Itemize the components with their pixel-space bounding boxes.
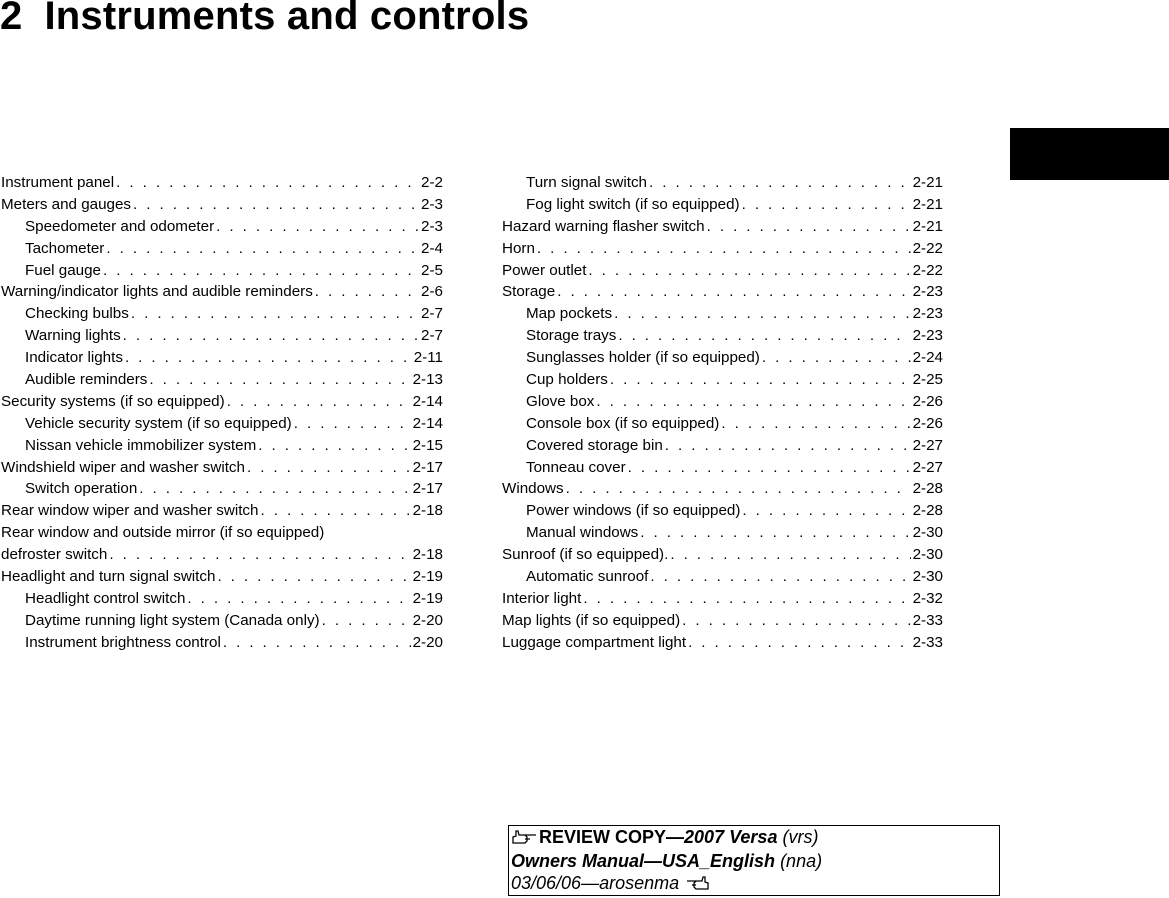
toc-entry-label: Storage <box>502 283 556 301</box>
toc-entry-label: Fuel gauge <box>25 261 101 279</box>
toc-entry[interactable] <box>502 478 943 500</box>
toc-entry-label: Glove box <box>526 392 595 410</box>
toc-leader-dots <box>640 522 910 544</box>
toc-leader-dots <box>315 281 419 303</box>
toc-entry-label: Warning lights <box>25 327 121 345</box>
toc-entry-label: Manual windows <box>526 524 639 542</box>
toc-leader-dots <box>682 610 910 632</box>
toc-entry[interactable] <box>502 281 943 303</box>
toc-entry[interactable] <box>1 216 443 238</box>
toc-entry-label: Meters and gauges <box>1 195 132 213</box>
toc-leader-dots <box>721 413 910 435</box>
toc-leader-dots <box>650 566 910 588</box>
toc-entry-page: 2-7 <box>421 305 443 323</box>
toc-leader-dots <box>742 500 910 522</box>
toc-leader-dots <box>139 478 410 500</box>
toc-leader-dots <box>131 303 419 325</box>
toc-leader-dots <box>149 369 410 391</box>
toc-entry-page: 2-6 <box>421 283 443 301</box>
toc-entry[interactable] <box>1 303 443 325</box>
toc-leader-dots <box>123 325 419 347</box>
toc-entry[interactable] <box>1 413 443 435</box>
toc-entry-label: Headlight control switch <box>25 589 186 607</box>
toc-entry[interactable] <box>502 216 943 238</box>
toc-entry[interactable] <box>502 172 943 194</box>
toc-entry-page: 2-30 <box>912 524 943 542</box>
toc-entry-page: 2-24 <box>912 349 943 367</box>
toc-entry-page: 2-18 <box>412 546 443 564</box>
toc-entry-label: Instrument brightness control <box>25 633 221 651</box>
toc-left-column <box>1 172 443 654</box>
toc-entry-label: Instrument panel <box>1 174 115 191</box>
review-date-author: 03/06/06—arosenma <box>511 873 680 893</box>
toc-entry[interactable] <box>502 260 943 282</box>
toc-entry-label: Daytime running light system (Canada only) <box>25 611 320 629</box>
toc-leader-dots <box>537 238 911 260</box>
toc-entry-page: 2-21 <box>912 195 943 213</box>
toc-entry <box>1 544 443 566</box>
toc-entry[interactable] <box>1 457 443 479</box>
toc-entry[interactable] <box>502 325 943 347</box>
pointing-hand-left-icon <box>684 873 710 896</box>
toc-entry-label: Console box (if so equipped) <box>526 414 720 432</box>
toc-entry-label: Nissan vehicle immobilizer system <box>25 436 257 454</box>
toc-entry[interactable] <box>1 632 443 654</box>
toc-entry-page: 2-33 <box>912 633 943 651</box>
toc-entry-page: 2-11 <box>413 349 443 367</box>
toc-entry[interactable] <box>502 632 943 654</box>
toc-entry-label: Horn <box>502 239 535 257</box>
toc-entry-wrapped[interactable] <box>1 522 443 566</box>
toc-leader-dots <box>216 216 419 238</box>
toc-entry-page: 2-23 <box>912 327 943 345</box>
toc-entry-label: Hazard warning flasher switch <box>502 217 705 235</box>
toc-entry-page: 2-28 <box>912 502 943 520</box>
toc-entry-page: 2-17 <box>412 480 443 498</box>
toc-leader-dots <box>116 172 419 194</box>
toc-leader-dots <box>109 544 410 566</box>
toc-entry[interactable] <box>1 435 443 457</box>
toc-entry-page: 2-3 <box>421 217 443 235</box>
toc-leader-dots <box>247 457 411 479</box>
toc-leader-dots <box>106 238 419 260</box>
toc-entry-page: 2-4 <box>421 239 443 257</box>
chapter-thumb-tab <box>1010 128 1169 180</box>
toc-entry[interactable] <box>502 544 943 566</box>
toc-leader-dots <box>614 303 910 325</box>
toc-entry[interactable] <box>1 281 443 303</box>
chapter-title-text: Instruments and controls <box>44 0 530 38</box>
toc-entry-label: Headlight and turn signal switch <box>1 568 216 586</box>
toc-entry-page: 2-14 <box>412 414 443 432</box>
toc-entry[interactable] <box>502 522 943 544</box>
toc-leader-dots <box>322 610 411 632</box>
toc-entry-page: 2-14 <box>412 392 443 410</box>
toc-entry-page: 2-19 <box>412 568 443 586</box>
toc-entry-page: 2-26 <box>912 392 943 410</box>
toc-entry[interactable] <box>1 325 443 347</box>
toc-entry[interactable] <box>502 413 943 435</box>
toc-entry-page: 2-27 <box>912 436 943 454</box>
toc-entry-label: Map lights (if so equipped) <box>502 611 681 629</box>
chapter-number: 2 <box>0 0 23 38</box>
toc-entry-label-line1: Rear window and outside mirror (if so equipped) <box>1 524 325 542</box>
toc-leader-dots <box>618 325 910 347</box>
toc-entry-label: Storage trays <box>526 327 617 345</box>
toc-leader-dots <box>665 435 911 457</box>
toc-entry[interactable] <box>502 457 943 479</box>
toc-entry[interactable] <box>1 391 443 413</box>
toc-leader-dots <box>707 216 911 238</box>
toc-entry[interactable] <box>1 566 443 588</box>
toc-entry-page: 2-19 <box>412 589 443 607</box>
toc-entry-page: 2-7 <box>421 327 443 345</box>
toc-entry[interactable] <box>1 369 443 391</box>
toc-entry-page: 2-26 <box>912 414 943 432</box>
toc-leader-dots <box>588 260 910 282</box>
toc-entry-label: Map pockets <box>526 305 613 323</box>
toc-entry-label: Sunglasses holder (if so equipped) <box>526 349 760 367</box>
toc-entry-page: 2-21 <box>912 217 943 235</box>
review-line-1 <box>511 826 999 850</box>
toc-entry-page: 2-23 <box>912 305 943 323</box>
toc-entry-page: 2-28 <box>912 480 943 498</box>
toc-entry-label: Tachometer <box>25 239 105 257</box>
toc-leader-dots <box>670 544 910 566</box>
review-line-2 <box>511 850 999 873</box>
toc-entry-page: 2-20 <box>412 611 443 629</box>
toc-leader-dots <box>133 194 419 216</box>
toc-leader-dots <box>762 347 911 369</box>
toc-entry[interactable] <box>1 500 443 522</box>
toc-entry-label: Windows <box>502 480 564 498</box>
toc-entry-page: 2-18 <box>412 502 443 520</box>
toc-entry[interactable] <box>502 610 943 632</box>
toc-entry[interactable] <box>502 238 943 260</box>
toc-entry[interactable] <box>502 194 943 216</box>
toc-leader-dots <box>217 566 410 588</box>
toc-entry-label: Fog light switch (if so equipped) <box>526 195 740 213</box>
toc-entry[interactable] <box>502 303 943 325</box>
model-name: 2007 Versa <box>684 827 778 847</box>
toc-entry[interactable] <box>1 347 443 369</box>
toc-entry-page: 2-25 <box>912 371 943 389</box>
toc-entry-label: Checking bulbs <box>25 305 129 323</box>
toc-entry[interactable] <box>1 172 443 194</box>
toc-entry[interactable] <box>502 566 943 588</box>
pointing-hand-right-icon <box>511 827 539 850</box>
toc-entry[interactable] <box>1 260 443 282</box>
toc-entry[interactable] <box>1 238 443 260</box>
toc-entry-label: Security systems (if so equipped) <box>1 392 225 410</box>
toc-entry-page: 2-17 <box>412 458 443 476</box>
toc-entry-page: 2-13 <box>412 371 443 389</box>
toc-entry-label: Power windows (if so equipped) <box>526 502 741 520</box>
toc-entry-label: Speedometer and odometer <box>25 217 215 235</box>
manual-name: Owners Manual—USA_English <box>511 850 776 871</box>
toc-entry[interactable] <box>502 500 943 522</box>
toc-entry-label: Vehicle security system (if so equipped) <box>25 414 292 432</box>
toc-leader-dots <box>742 194 911 216</box>
toc-entry-page: 2-22 <box>912 261 943 279</box>
toc-entry-page: 2-21 <box>912 174 943 191</box>
review-copy-stamp <box>508 825 1000 896</box>
toc-entry[interactable] <box>1 588 443 610</box>
toc-entry-label: defroster switch <box>1 546 108 564</box>
toc-entry[interactable] <box>1 610 443 632</box>
toc-entry-page: 2-30 <box>912 568 943 586</box>
toc-entry[interactable] <box>502 391 943 413</box>
toc-entry[interactable] <box>502 369 943 391</box>
toc-leader-dots <box>103 260 419 282</box>
review-line-3 <box>511 872 999 896</box>
toc-leader-dots <box>187 588 410 610</box>
toc-entry-page: 2-22 <box>912 239 943 257</box>
toc-entry-label: Covered storage bin <box>526 436 663 454</box>
toc-entry[interactable] <box>502 347 943 369</box>
toc-leader-dots <box>628 457 911 479</box>
toc-leader-dots <box>557 281 910 303</box>
toc-entry-label: Turn signal switch <box>526 174 647 191</box>
toc-leader-dots <box>596 391 910 413</box>
toc-entry-page: 2-3 <box>421 195 443 213</box>
toc-entry-label: Tonneau cover <box>526 458 626 476</box>
toc-leader-dots <box>610 369 911 391</box>
toc-entry-label: Interior light <box>502 589 582 607</box>
toc-leader-dots <box>227 391 411 413</box>
toc-leader-dots <box>583 588 910 610</box>
toc-leader-dots <box>688 632 911 654</box>
toc-entry-label: Audible reminders <box>25 371 148 389</box>
toc-leader-dots <box>125 347 412 369</box>
toc-entry-label: Indicator lights <box>25 349 123 367</box>
toc-entry-label: Warning/indicator lights and audible reminders <box>1 283 313 301</box>
chapter-title <box>0 0 529 39</box>
toc-entry-page: 2-20 <box>412 633 443 651</box>
toc-entry-page: 2-32 <box>912 589 943 607</box>
toc-entry[interactable] <box>502 435 943 457</box>
toc-leader-dots <box>260 500 410 522</box>
toc-right-column <box>502 172 943 654</box>
toc-entry-label: Automatic sunroof <box>526 568 649 586</box>
toc-entry-page: 2-2 <box>421 174 443 191</box>
toc-entry-label: Luggage compartment light <box>502 633 687 651</box>
toc-entry[interactable] <box>1 194 443 216</box>
toc-entry-page: 2-23 <box>912 283 943 301</box>
toc-entry-page: 2-27 <box>912 458 943 476</box>
toc-entry-page: 2-30 <box>912 546 943 564</box>
toc-entry-label: Windshield wiper and washer switch <box>1 458 245 476</box>
review-copy-label: REVIEW COPY— <box>539 827 685 847</box>
toc-entry-page: 2-5 <box>421 261 443 279</box>
toc-entry-label: Rear window wiper and washer switch <box>1 502 259 520</box>
toc-entry-page: 2-33 <box>912 611 943 629</box>
toc-entry[interactable] <box>1 478 443 500</box>
toc-leader-dots <box>649 172 911 194</box>
toc-entry-label: Switch operation <box>25 480 138 498</box>
toc-leader-dots <box>223 632 411 654</box>
toc-leader-dots <box>294 413 411 435</box>
toc-entry-label: Power outlet <box>502 261 587 279</box>
toc-entry-label: Cup holders <box>526 371 608 389</box>
toc-leader-dots <box>258 435 410 457</box>
toc-entry-page: 2-15 <box>412 436 443 454</box>
toc-leader-dots <box>566 478 911 500</box>
market-code: (nna) <box>775 850 823 871</box>
toc-entry-label: Sunroof (if so equipped). <box>502 546 669 564</box>
toc-entry[interactable] <box>502 588 943 610</box>
model-code: (vrs) <box>777 827 819 847</box>
